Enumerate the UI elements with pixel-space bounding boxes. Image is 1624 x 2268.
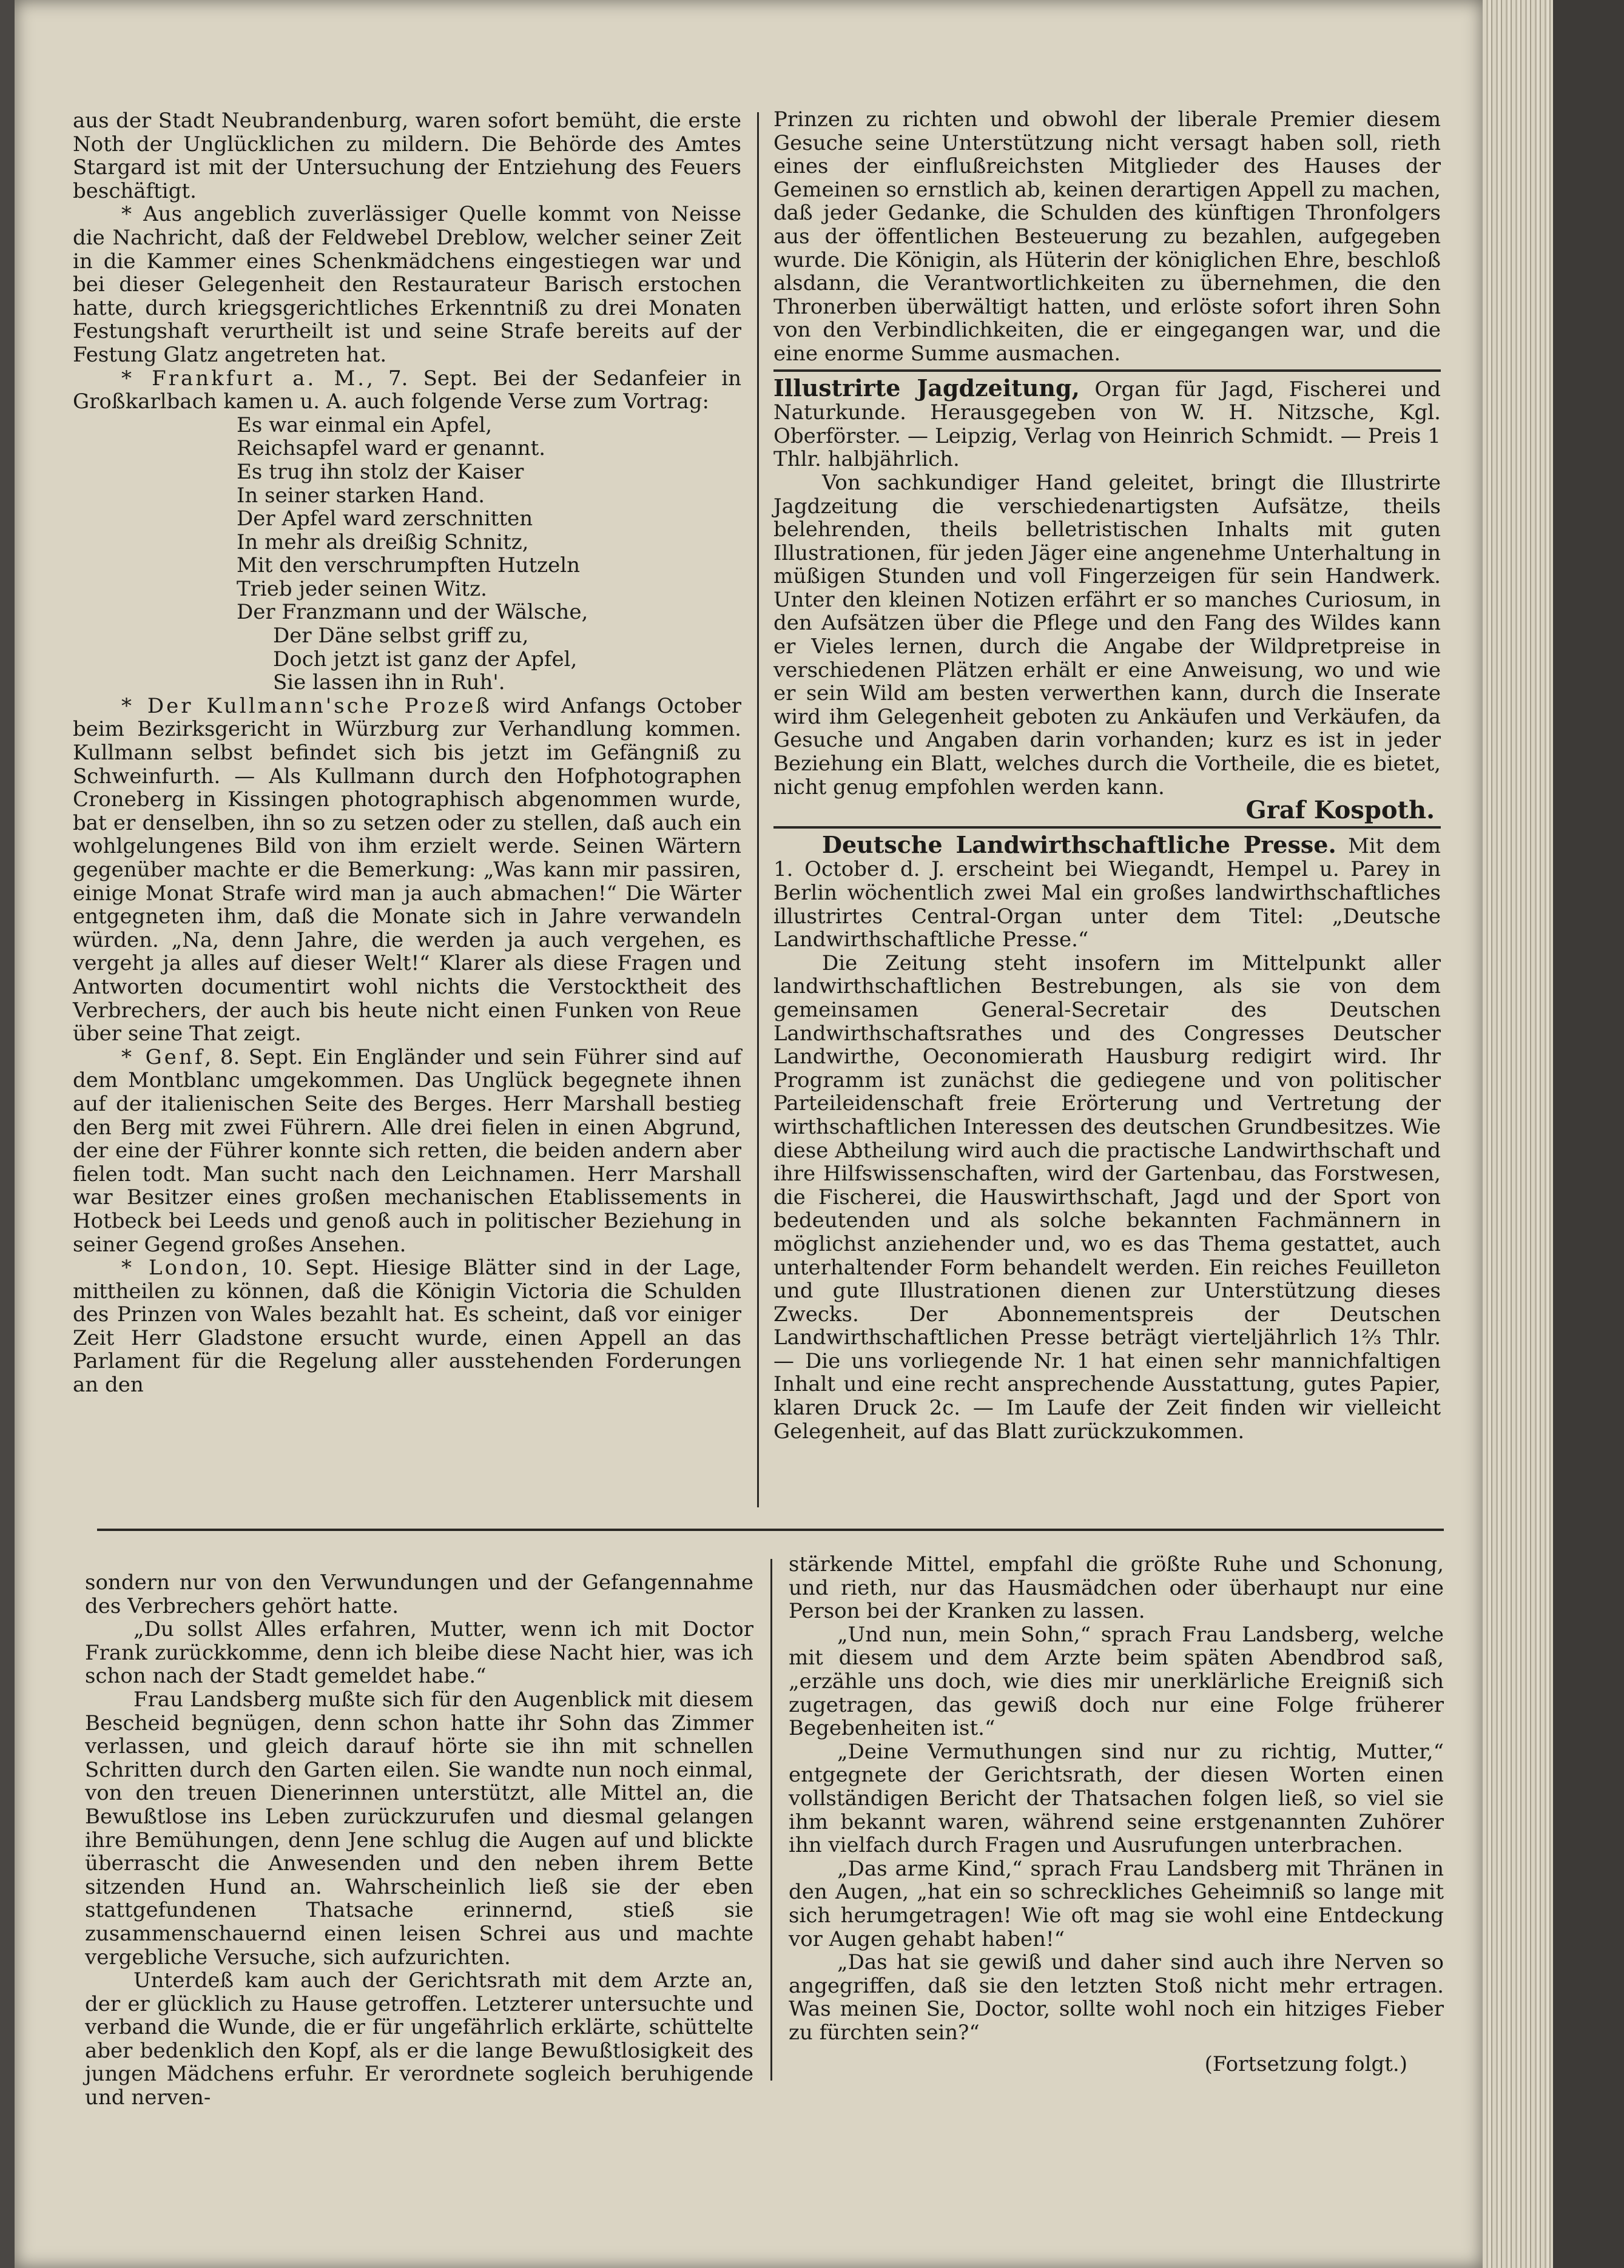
column-feuilleton-left [85, 1571, 753, 2110]
dateline: * Genf [121, 1045, 205, 1069]
poem-line: Trieb jeder seinen Witz. [237, 576, 487, 601]
poem-line: Reichsapfel ward er genannt. [237, 436, 546, 461]
poem-line: Der Apfel ward zerschnitten [237, 506, 533, 531]
poem-line: Der Franzmann und der Wälsche, [237, 600, 588, 625]
paragraph: Frau Landsberg mußte sich für den Augenblick mit diesem Bescheid begnügen, denn schon hatte ihr Sohn das Zimmer verlassen, und gleich darauf hörte sie ihn mit schnellen Schritten durch den Garten eilen. Sie wandte nun noch einmal, von den treuen Dienerinnen unterstützt, alle Mittel an, die Bewußtlose ins Leben zurückzurufen und diesmal gelangen ihre Bemühungen, denn Jene schlug die Augen auf und blickte überrascht die Anwesenden und den neben ihrem Bette sitzenden Hund an. Wahrscheinlich ließ sie der eben stattgefundenen Thatsache erinnernd, stieß sie zusammenschauernd einen leisen Schrei aus und machte vergebliche Versuche, sich aufzurichten. [85, 1687, 753, 1970]
poem-line: Der Däne selbst griff zu, [273, 624, 529, 648]
poem-line: Mit den verschrumpften Hutzeln [237, 553, 580, 578]
paragraph: sondern nur von den Verwundungen und der Gefangennahme des Verbrechers gehört hatte. [85, 1570, 753, 1618]
paragraph: * Der Kullmann'sche Prozeß wird Anfangs October beim Bezirksgericht in Würzburg zur Verhandlung kommen. Kullmann selbst befindet sich bis jetzt im Gefängniß zu Schweinfurth. — Als Kullmann durch den Hofphotographen Croneberg in Kissingen photographisch abgenommen wurde, bat er denselben, ihn so zu setzen oder zu stellen, daß auch ein wohlgelungenes Bild von ihm erzielt werde. Seinen Wärtern gegenüber machte er die Bemerkung: „Was kann mir passiren, einige Monat Strafe wird man ja auch abmachen!“ Die Wärter entgegneten ihm, daß die Monate sich in Jahre verwandeln würden. „Na, denn Jahre, die werden ja auch vergehen, es vergeht ja alles auf dieser Welt!“ Klarer als diese Fragen und Antworten documentirt wohl nichts die Verstocktheit des Verbrechers, der auch bis heute nicht einen Funken von Reue über seine That zeigt. [73, 693, 741, 1046]
paragraph: aus der Stadt Neubrandenburg, waren sofort bemüht, die erste Noth der Unglücklichen zu mildern. Die Behörde des Amtes Stargard ist mit der Untersuchung der Entziehung des Feuers beschäftigt. [73, 109, 741, 203]
column-rule-top [757, 112, 759, 1507]
poem-line: Doch jetzt ist ganz der Apfel, [273, 647, 578, 671]
review-header: Illustrirte Jagdzeitung, Organ für Jagd, Fischerei und Naturkunde. Herausgegeben von W. H. Nitzsche, Kgl. Oberförster. — Leipzig, Verlag von Heinrich Schmidt. — Preis 1 Thlr. halbjährlich. [773, 374, 1441, 472]
review-title: Deutsche Landwirthschaftliche Presse. [822, 830, 1336, 858]
paragraph: * London, 10. Sept. Hiesige Blätter sind in der Lage, mittheilen zu können, daß die Königin Victoria die Schulden des Prinzen von Wales bezahlt hat. Es scheint, daß vor einiger Zeit Herr Gladstone ersucht wurde, einen Appell an das Parlament für die Regelung aller ausstehenden Forderungen an den [73, 1256, 741, 1398]
column-feuilleton-right [789, 1553, 1444, 2076]
poem [73, 414, 741, 695]
dateline: * London [121, 1256, 242, 1280]
paragraph: * Frankfurt a. M., 7. Sept. Bei der Sedanfeier in Großkarlbach kamen u. A. auch folgende Verse zum Vortrag: [73, 366, 741, 414]
column-news-left [73, 109, 741, 1397]
paragraph: „Deine Vermuthungen sind nur zu richtig, Mutter,“ entgegnete der Gerichtsrath, der diesen Worten einen vollständigen Bericht der Thatsachen folgen ließ, so viel sie ihm bekannt waren, während seine erstgenannten Zuhörer ihn vielfach durch Fragen und Ausrufungen unterbrachen. [789, 1739, 1444, 1858]
column-news-right [773, 108, 1441, 1443]
article-separator [773, 826, 1441, 829]
paragraph: Die Zeitung steht insofern im Mittelpunkt aller landwirthschaftlichen Bestrebungen, als sie von dem gemeinsamen General-Secretair des Deutschen Landwirthschaftsrathes und des Congresses Deutscher Landwirthe, Oeconomierath Hausburg redigirt wird. Ihr Programm ist zunächst die gediegene und von politischer Parteileidenschaft freie Erörterung und Vertretung der wirthschaftlichen Interessen des deutschen Grundbesitzes. Wie diese Abtheilung wird auch die practische Landwirthschaft und ihre Hilfswissenschaften, wird der Gartenbau, das Forstwesen, die Fischerei, die Hauswirthschaft, Jagd und der Sport von bedeutenden und als solche bekannten Fachmännern in möglichst anziehender und, wo es das Thema gestattet, auch unterhaltender Form behandelt werden. Ein reiches Feuilleton und gute Illustrationen dienen zur Unterstützung dieses Zwecks. Der Abonnementspreis der Deutschen Landwirthschaftlichen Presse beträgt vierteljährlich 1⅔ Thlr. — Die uns vorliegende Nr. 1 hat einen sehr mannichfaltigen Inhalt und eine recht ansprechende Ausstattung, gutes Papier, klaren Druck 2c. — Im Laufe der Zeit finden wir vielleicht Gelegenheit, auf das Blatt zurückzukommen. [773, 951, 1441, 1444]
paragraph: „Das arme Kind,“ sprach Frau Landsberg mit Thränen in den Augen, „hat ein so schreckliches Geheimniß so lange mit sich herumgetragen! Wie oft mag sie wohl eine Entdeckung vor Augen gehabt haben!“ [789, 1856, 1444, 1951]
poem-line: In mehr als dreißig Schnitz, [237, 530, 529, 554]
poem-line: Sie lassen ihn in Ruh'. [273, 670, 505, 695]
paragraph: „Du sollst Alles erfahren, Mutter, wenn ich mit Doctor Frank zurückkomme, denn ich bleibe diese Nacht hier, was ich schon nach der Stadt gemeldet habe.“ [85, 1617, 753, 1689]
poem-line: In seiner starken Hand. [237, 483, 485, 508]
dateline: * Frankfurt a. M. [121, 366, 367, 391]
paragraph: * Genf, 8. Sept. Ein Engländer und sein Führer sind auf dem Montblanc umgekommen. Das Unglück begegnete ihnen auf der italienischen Seite des Berges. Herr Marshall bestieg den Berg mit zwei Führern. Alle drei fielen in einen Abgrund, der eine der Führer konnte sich retten, die beiden andern aber fielen todt. Man sucht nach den Leichnamen. Herr Marshall war Besitzer eines großen mechanischen Etablissements in Hotbeck bei Leeds und genoß auch in politischer Beziehung in seiner Gegend großes Ansehen. [73, 1045, 741, 1257]
section-separator [97, 1529, 1444, 1531]
review-header: Deutsche Landwirthschaftliche Presse. Mit dem 1. October d. J. erscheint bei Wiegandt, Hempel u. Parey in Berlin wöchentlich zwei Mal ein großes landwirthschaftliches illustrirtes Central-Organ unter dem Titel: „Deutsche Landwirthschaftliche Presse.“ [773, 830, 1441, 952]
scanner-background [1553, 0, 1624, 2268]
article-separator [773, 369, 1441, 372]
paragraph: „Das hat sie gewiß und daher sind auch ihre Nerven so angegriffen, daß sie den letzten Stoß nicht mehr ertragen. Was meinen Sie, Doctor, sollte wohl noch ein hitziges Fieber zu fürchten sein?“ [789, 1950, 1444, 2045]
paragraph: stärkende Mittel, empfahl die größte Ruhe und Schonung, und rieth, nur das Hausmädchen oder überhaupt nur eine Person bei der Kranken zu lassen. [789, 1552, 1444, 1624]
poem-line: Es trug ihn stolz der Kaiser [237, 459, 524, 484]
paragraph: Prinzen zu richten und obwohl der liberale Premier diesem Gesuche seine Unterstützung nicht versagt haben soll, rieth eines der einflußreichsten Mitglieder des Hauses der Gemeinen so ernstlich ab, keinen derartigen Appell zu machen, daß jeder Gedanke, die Schulden des künftigen Thronfolgers aus der öffentlichen Besteuerung zu bezahlen, aufgegeben wurde. Die Königin, als Hüterin der königlichen Ehre, beschloß alsdann, die Verantwortlichkeiten zu übernehmen, die den Thronerben überwältigt hatten, und erlöste sofort ihren Sohn von den Verbindlichkeiten, die er eingegangen war, und die eine enorme Summe ausmachen. [773, 107, 1441, 366]
column-rule-bottom [770, 1559, 772, 2081]
signature: Graf Kospoth. [1245, 796, 1435, 825]
review-title: Illustrirte Jagdzeitung, [773, 374, 1080, 402]
continuation-note: (Fortsetzung folgt.) [1204, 2052, 1407, 2077]
poem-line: Es war einmal ein Apfel, [237, 412, 492, 437]
paragraph: * Aus angeblich zuverlässiger Quelle kommt von Neisse die Nachricht, daß der Feldwebel Dreblow, welcher seiner Zeit in die Kammer eines Schenkmädchens eingestiegen war und bei dieser Gelegenheit den Restaurateur Barisch erstochen hatte, durch kriegsgerichtliches Erkenntniß zu drei Monaten Festungshaft verurtheilt ist und seine Strafe bereits auf der Festung Glatz angetreten hat. [73, 202, 741, 367]
paragraph: Unterdeß kam auch der Gerichtsrath mit dem Arzte an, der er glücklich zu Hause getroffen. Letzterer untersuchte und verband die Wunde, die er für ungefährlich erklärte, schüttelte aber bedenklich den Kopf, als er die lange Bewußtlosigkeit des jungen Mädchens erfuhr. Er verordnete sogleich beruhigende und nerven- [85, 1968, 753, 2110]
paragraph: Von sachkundiger Hand geleitet, bringt die Illustrirte Jagdzeitung die verschiedenartigsten Aufsätze, theils belehrenden, theils belletristischen Inhalts mit guten Illustrationen, für jeden Jäger eine angenehme Unterhaltung in müßigen Stunden und voll Fingerzeigen für sein Handwerk. Unter den kleinen Notizen erfährt er so manches Curiosum, in den Aufsätzen über die Pflege und den Fang des Wildes kann er Vieles lernen, durch die Angabe der Wildpretpreise in verschiedenen Plätzen erhält er eine Anweisung, wo und wie er sein Wild am besten verwerthen kann, durch die Inserate wird ihm Gelegenheit geboten zu Ankäufen und Verkäufen, da Gesuche und Angaben darin vorhanden; kurz es ist in jeder Beziehung ein Blatt, welches durch die Vortheile, die es bietet, nicht genug empfohlen werden kann. [773, 470, 1441, 799]
paragraph: „Und nun, mein Sohn,“ sprach Frau Landsberg, welche mit diesem und dem Arzte beim späten Abendbrod saß, „erzähle uns doch, wie dies mir unerklärliche Ereigniß sich zugetragen, das gewiß doch nur eine Folge früherer Begebenheiten ist.“ [789, 1622, 1444, 1741]
dateline: * Der Kullmann'sche Prozeß [121, 693, 492, 718]
